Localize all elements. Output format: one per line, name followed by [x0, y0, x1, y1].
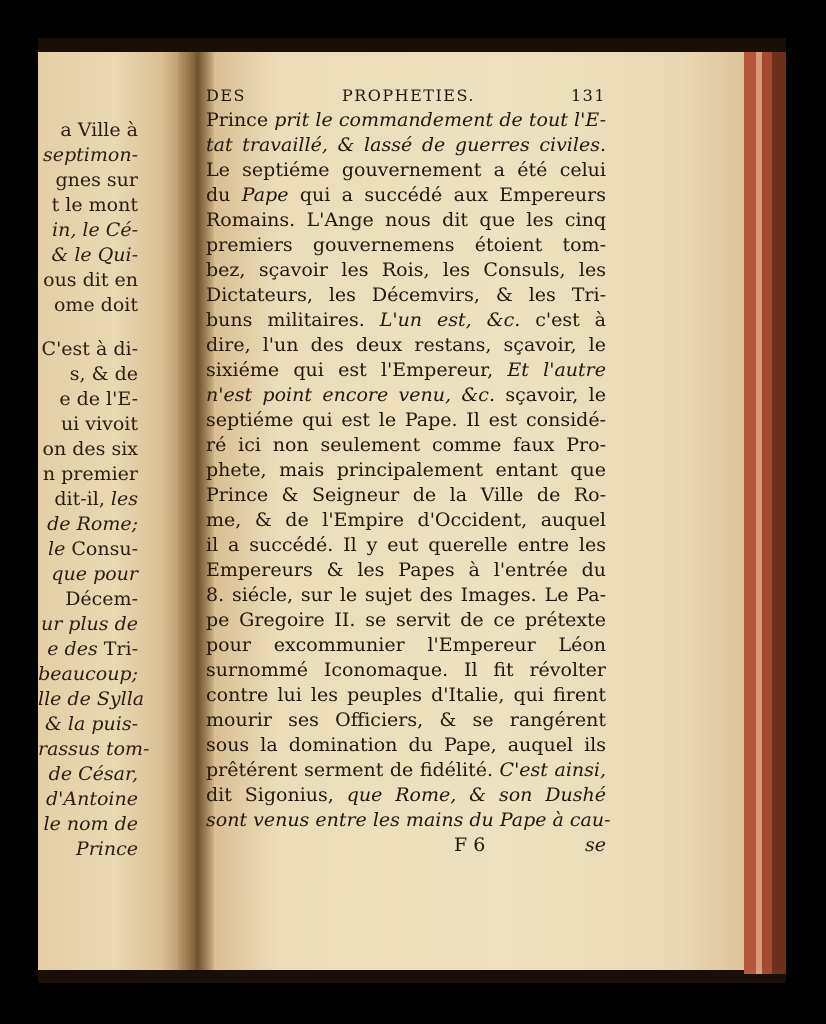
text-line: [206, 358, 606, 383]
text-segment: sont venus entre les mains du Pape à cau-: [206, 809, 611, 831]
page-footer: [206, 833, 606, 859]
text-line: a Ville à: [60, 119, 138, 141]
text-segment: Et l'autre: [507, 359, 606, 381]
text-line: & la puis-: [44, 713, 138, 735]
text-segment: sous la domination du Pape, auquel ils: [206, 734, 606, 756]
text-line: [38, 537, 138, 562]
text-segment: qui a succédé aux Empereurs: [288, 184, 606, 206]
text-segment: 8. siécle, sur le sujet des Images. Le Pa-: [206, 584, 606, 606]
text-segment: septiéme qui est le Pape. Il est considé-: [206, 409, 606, 431]
text-segment: C'est ainsi,: [499, 759, 606, 781]
text-line: de César,: [48, 763, 138, 785]
text-line: [206, 308, 606, 333]
text-segment: il a succédé. Il y eut querelle entre les: [206, 534, 606, 556]
text-line: [206, 683, 606, 708]
text-segment: Romains. L'Ange nous dit que les cinq: [206, 209, 606, 231]
text-line: [206, 133, 606, 158]
text-line: in, le Cé-: [52, 219, 138, 241]
text-line: ui vivoit: [60, 413, 138, 435]
text-segment: que Rome, & son Dushé: [346, 784, 606, 806]
text-line: [206, 733, 606, 758]
page-number: 131: [570, 86, 606, 105]
text-segment: pour excommunier l'Empereur Léon: [206, 634, 606, 656]
text-line: [206, 258, 606, 283]
text-segment: sçavoir, le: [494, 384, 606, 406]
text-segment: sixiéme qui est l'Empereur,: [206, 359, 508, 381]
text-line: beaucoup;: [38, 663, 138, 685]
text-segment: prêtérent serment de fidélité.: [206, 759, 500, 781]
text-line: d'Antoine: [46, 788, 138, 810]
text-segment: le: [48, 538, 72, 560]
text-line: [206, 508, 606, 533]
text-segment: me, & de l'Empire d'Occident, auquel: [206, 509, 606, 531]
text-line: [206, 558, 606, 583]
book-cover-edge: [772, 52, 786, 974]
text-segment: premiers gouvernemens étoient tom-: [206, 234, 606, 256]
text-line: t le mont: [51, 194, 138, 216]
text-line: [206, 633, 606, 658]
body-text: [206, 108, 611, 833]
text-segment: Dictateurs, les Décemvirs, & les Tri-: [206, 284, 606, 306]
text-line: [38, 318, 138, 337]
text-line: septimon-: [43, 144, 138, 166]
text-line: Décem-: [65, 588, 138, 610]
text-line: [206, 608, 606, 633]
text-segment: Prince & Seigneur de la Ville de Ro-: [206, 484, 606, 506]
text-line: de Rome;: [47, 513, 138, 535]
text-segment: n'est point encore venu, &c.: [206, 384, 495, 406]
running-head-title: DES PROPHETIES.: [206, 86, 475, 105]
text-line: [206, 483, 606, 508]
text-segment: buns militaires.: [206, 309, 380, 331]
text-line: [206, 333, 606, 358]
text-segment: contre lui les peuples d'Italie, qui firent: [206, 684, 606, 706]
text-line: lle de Sylla: [38, 688, 145, 710]
text-line: [206, 758, 606, 783]
text-segment: mourir ses Officiers, & se rangérent: [206, 709, 606, 731]
text-line: e de l'E-: [59, 388, 138, 410]
text-segment: dit-il,: [54, 488, 111, 510]
text-line: [38, 637, 138, 662]
left-page-text: [38, 118, 150, 862]
page-edges: [762, 52, 772, 974]
text-line: [206, 108, 606, 133]
text-line: gnes sur: [55, 169, 138, 191]
text-line: on des six: [42, 438, 138, 460]
text-line: le nom de: [43, 813, 138, 835]
text-segment: pe Gregoire II. se servit de ce prétexte: [206, 609, 606, 631]
text-segment: prit le commandement de tout l'E-: [274, 109, 606, 131]
text-line: [206, 658, 606, 683]
running-head: [206, 84, 606, 108]
text-segment: ré ici non seulement comme faux Pro-: [206, 434, 606, 456]
text-line: [206, 183, 606, 208]
text-line: [206, 708, 606, 733]
text-segment: Le septiéme gouvernement a été celui: [206, 159, 606, 181]
text-line: ous dit en: [43, 269, 138, 291]
text-line: [206, 383, 606, 408]
text-line: ur plus de: [40, 613, 138, 635]
text-segment: bez, sçavoir les Rois, les Consuls, les: [206, 259, 606, 281]
text-segment: L'un est, &c.: [379, 309, 521, 331]
text-line: [206, 233, 606, 258]
text-line: [206, 283, 606, 308]
text-line: & le Qui-: [51, 244, 138, 266]
page-edges: [744, 52, 756, 974]
text-line: rassus tom-: [38, 738, 150, 760]
text-segment: dit Sigonius,: [206, 784, 347, 806]
text-line: [206, 583, 606, 608]
text-segment: Consu-: [71, 538, 138, 560]
text-segment: Empereurs & les Papes à l'entrée du: [206, 559, 606, 581]
text-line: que pour: [51, 563, 138, 585]
text-line: [206, 808, 611, 833]
text-segment: phete, mais principalement entant que: [206, 459, 606, 481]
text-line: [206, 458, 606, 483]
text-line: [206, 208, 606, 233]
catchword: se: [585, 834, 606, 856]
text-segment: Prince: [206, 109, 275, 131]
text-line: ome doit: [53, 294, 138, 316]
text-line: [206, 783, 606, 808]
text-segment: e des: [47, 638, 104, 660]
text-segment: les: [110, 488, 138, 510]
text-segment: Pape: [241, 184, 289, 206]
text-line: Prince: [75, 838, 138, 860]
text-segment: dire, l'un des deux restans, sçavoir, le: [206, 334, 606, 356]
text-line: [206, 533, 606, 558]
text-line: [38, 487, 138, 512]
text-line: s, & de: [69, 363, 138, 385]
text-line: [206, 433, 606, 458]
text-segment: Tri-: [103, 638, 138, 660]
text-line: n premier: [42, 463, 138, 485]
text-line: C'est à di-: [41, 338, 138, 360]
text-segment: tat travaillé, & lassé de guerres civiles.: [206, 134, 606, 156]
right-page-text: [206, 84, 611, 859]
text-segment: c'est à: [520, 309, 607, 331]
text-segment: surnommé Iconomaque. Il fit révolter: [206, 659, 606, 681]
text-segment: du: [206, 184, 242, 206]
text-line: [206, 408, 606, 433]
text-line: [206, 158, 606, 183]
signature-mark: F 6: [454, 834, 486, 856]
